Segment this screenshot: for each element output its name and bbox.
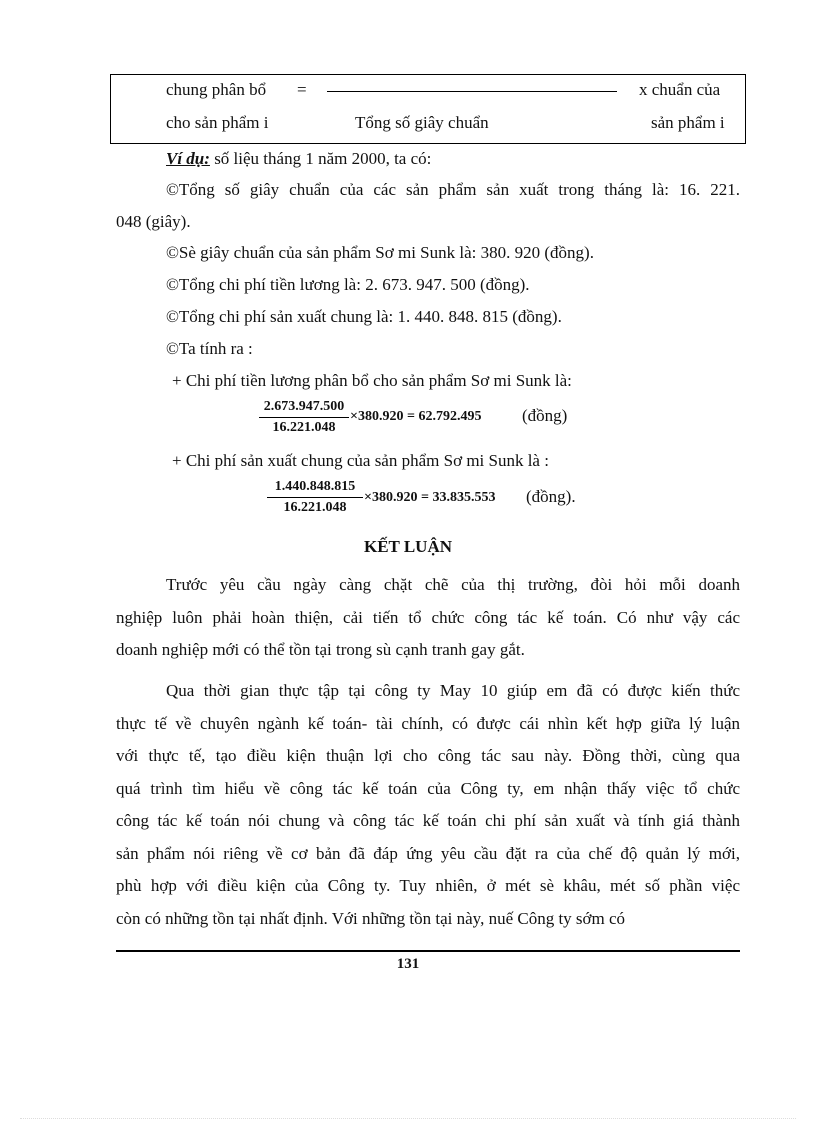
formula-row1-left: chung phân bổ (166, 80, 267, 99)
paragraph-line: còn có những tồn tại nhất định. Với những tồn tại này, nuế Công ty sớm có (116, 908, 626, 928)
calc2-fraction-bar (267, 497, 363, 498)
calc1-unit: (đồng) (522, 406, 568, 425)
paragraph-line: sản phẩm nói riêng về cơ bản đã đáp ứng yêu cầu đặt ra của chế độ quản lý mới, (116, 843, 740, 863)
bottom-dotted-divider (20, 1118, 796, 1119)
section-heading: KẾT LUẬN (363, 537, 452, 556)
formula-denominator: Tổng số giây chuẩn (355, 113, 489, 132)
paragraph-line: nghiệp luôn phải hoàn thiện, cải tiến tổ chức công tác kế toán. Có như vậy các (116, 607, 740, 627)
example-item-1: ©Tổng số giây chuẩn của các sản phẩm sản xuất trong tháng là: 16. 221. (166, 180, 740, 199)
formula-equals: = (297, 80, 307, 99)
paragraph-line: quá trình tìm hiểu về công tác kế toán của Công ty, em nhận thấy việc tổ chức (116, 778, 740, 798)
example-item-5: ©Ta tính ra : (166, 339, 253, 358)
footer-rule (116, 950, 740, 952)
calc1-fraction-bar (259, 417, 349, 418)
calc2-numerator: 1.440.848.815 (274, 479, 356, 494)
paragraph-line: thực tế về chuyên ngành kế toán- tài chính, có được cái nhìn kết hợp giữa lý luận (116, 713, 740, 733)
paragraph-line: phù hợp với điều kiện của Công ty. Tuy nhiên, ở mét sè khâu, mét số phần việc (116, 876, 740, 895)
paragraph-line: Trước yêu cầu ngày càng chặt chẽ của thị trường, đòi hỏi mỗi doanh (166, 575, 740, 594)
example-item-4: ©Tổng chi phí sản xuất chung là: 1. 440. 848. 815 (đồng). (166, 307, 562, 326)
page-number: 131 (396, 956, 420, 972)
example-item-3: ©Tổng chi phí tiền lương là: 2. 673. 947. 500 (đồng). (166, 275, 530, 294)
example-item-2: ©Sè giây chuẩn của sản phẩm Sơ mi Sunk là: 380. 920 (đồng). (166, 243, 594, 262)
calc1-denominator: 16.221.048 (272, 420, 336, 435)
example-line (166, 149, 431, 169)
paragraph-line: doanh nghiệp mới có thể tồn tại trong sù cạnh tranh gay gắt. (116, 640, 525, 659)
calc2-unit: (đồng). (526, 487, 576, 506)
formula-fraction-line (327, 91, 617, 92)
conclusion-paragraph-2 (116, 675, 740, 935)
formula-row1-right: x chuẩn của (639, 80, 721, 99)
paragraph-line: với thực tế, tạo điều kiện thuận lợi cho công tác sau này. Đồng thời, cùng qua (116, 746, 740, 765)
formula-row2-left: cho sản phẩm i (166, 113, 269, 132)
calc2-denominator: 16.221.048 (283, 500, 347, 515)
calc1-result: ×380.920 = 62.792.495 (350, 409, 482, 424)
paragraph-line: Qua thời gian thực tập tại công ty May 10 giúp em đã có được kiến thức (166, 681, 740, 700)
calc1-numerator: 2.673.947.500 (263, 399, 345, 414)
calc1-label: + Chi phí tiền lương phân bổ cho sản phẩm Sơ mi Sunk là: (172, 371, 572, 390)
example-intro: số liệu tháng 1 năm 2000, ta có: (209, 149, 432, 168)
calc2-label: + Chi phí sản xuất chung của sản phẩm Sơ mi Sunk là : (172, 451, 549, 470)
paragraph-line: công tác kế toán nói chung và công tác kế toán chi phí sản xuất và tính giá thành (116, 811, 740, 830)
example-label: Ví dụ: (166, 149, 210, 168)
conclusion-paragraph-1 (116, 569, 740, 667)
calc2-result: ×380.920 = 33.835.553 (364, 490, 496, 505)
example-item-1-cont: 048 (giây). (116, 212, 191, 231)
formula-row2-right: sản phẩm i (651, 113, 725, 132)
